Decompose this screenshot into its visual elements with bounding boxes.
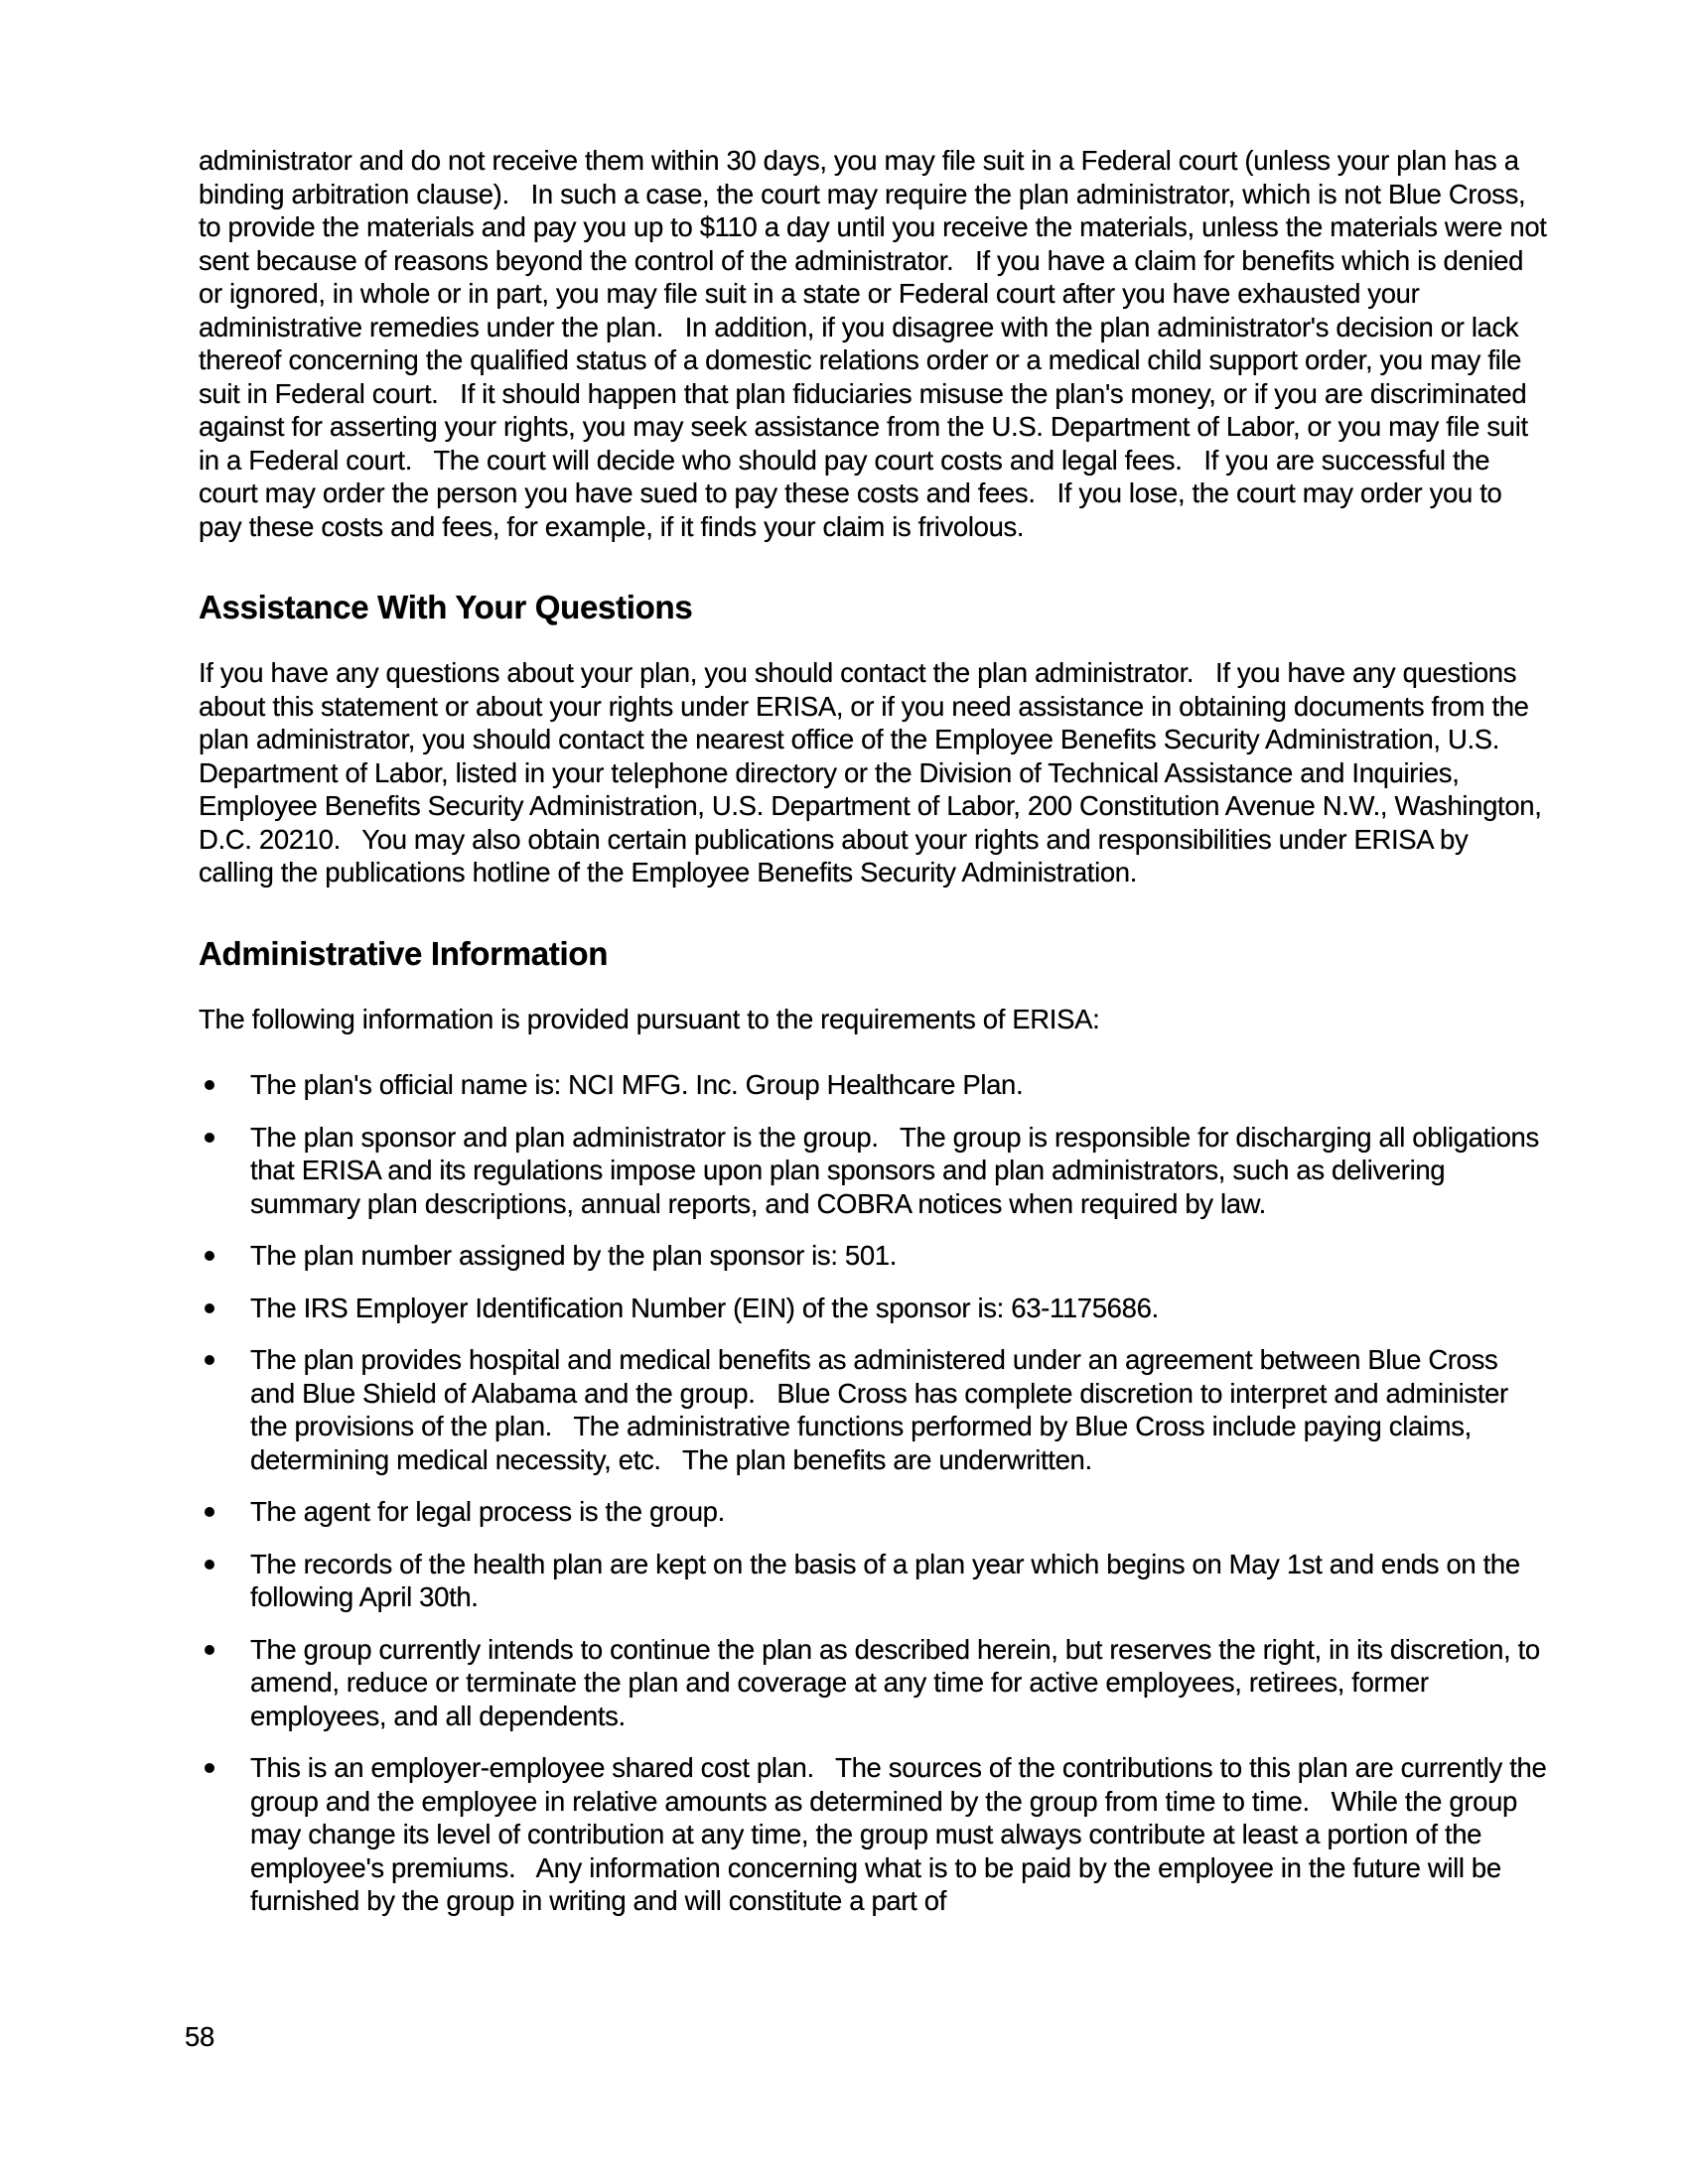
admin-intro-paragraph: The following information is provided pursuant to the requirements of ERISA: bbox=[199, 1003, 1100, 1034]
bullet-plan-year-records: The records of the health plan are kept on the basis of a plan year which begins on May 1st and ends on the following April 30th. bbox=[199, 1548, 1547, 1614]
bullet-agent-legal-process: The agent for legal process is the group. bbox=[199, 1495, 1547, 1529]
page-content bbox=[199, 144, 1554, 1937]
assistance-heading: Assistance With Your Questions bbox=[199, 589, 693, 625]
bullet-plan-continuation: The group currently intends to continue the plan as described herein, but reserves the right, in its discretion, to amend, reduce or terminate the plan and coverage at any time for active employees, retirees, former employees, and all dependents. bbox=[199, 1633, 1547, 1733]
bullet-plan-sponsor-administrator: The plan sponsor and plan administrator is the group. The group is responsible for discharging all obligations that ERISA and its regulations impose upon plan sponsors and plan administrators, such as delivering summary plan descriptions, annual reports, and COBRA notices when required by law. bbox=[199, 1121, 1547, 1221]
bullet-ein-number: The IRS Employer Identification Number (EIN) of the sponsor is: 63-1175686. bbox=[199, 1292, 1547, 1325]
continued-paragraph: administrator and do not receive them within 30 days, you may file suit in a Federal court (unless your plan has a binding arbitration clause). In such a case, the court may require the plan administrator, which is not Blue Cross, to provide the materials and pay you up to $110 a day until you receive the materials, unless the materials were not sent because of reasons beyond the control of the administrator. If you have a claim for benefits which is denied or ignored, in whole or in part, you may file suit in a state or Federal court after you have exhausted your administrative remedies under the plan. In addition, if you disagree with the plan administrator's decision or lack thereof concerning the qualified status of a domestic relations order or a medical child support order, you may file suit in Federal court. If it should happen that plan fiduciaries misuse the plan's money, or if you are discriminated against for asserting your rights, you may seek assistance from the U.S. Department of Labor, or you may file suit in a Federal court. The court will decide who should pay court costs and legal fees. If you are successful the court may order the person you have sued to pay these costs and fees. If you lose, the court may order you to pay these costs and fees, for example, if it finds your claim is frivolous. bbox=[199, 145, 1554, 542]
assistance-paragraph: If you have any questions about your plan, you should contact the plan administrator. If you have any questions about this statement or about your rights under ERISA, or if you need assistance in obtaining documents from the plan administrator, you should contact the nearest office of the Employee Benefits Security Administration, U.S. Department of Labor, listed in your telephone directory or the Division of Technical Assistance and Inquiries, Employee Benefits Security Administration, U.S. Department of Labor, 200 Constitution Avenue N.W., Washington, D.C. 20210. You may also obtain certain publications about your rights and responsibilities under ERISA by calling the publications hotline of the Employee Benefits Security Administration. bbox=[199, 657, 1549, 887]
bullet-plan-official-name: The plan's official name is: NCI MFG. Inc. Group Healthcare Plan. bbox=[199, 1068, 1547, 1102]
admin-bullet-list bbox=[199, 1068, 1554, 1918]
bullet-plan-benefits-administration: The plan provides hospital and medical benefits as administered under an agreement between Blue Cross and Blue Shield of Alabama and the group. Blue Cross has complete discretion to interpret and administer the provisions of the plan. The administrative functions performed by Blue Cross include paying claims, determining medical necessity, etc. The plan benefits are underwritten. bbox=[199, 1343, 1547, 1476]
bullet-plan-number: The plan number assigned by the plan sponsor is: 501. bbox=[199, 1239, 1547, 1273]
administrative-information-heading: Administrative Information bbox=[199, 934, 609, 972]
bullet-shared-cost-plan: This is an employer-employee shared cost plan. The sources of the contributions to this plan are currently the group and the employee in relative amounts as determined by the group from time to time. While the group may change its level of contribution at any time, the group must always contribute at least a portion of the employee's premiums. Any information concerning what is to be paid by the employee in the future will be furnished by the group in writing and will constitute a part of bbox=[199, 1751, 1547, 1918]
page-number: 58 bbox=[185, 2021, 214, 2052]
